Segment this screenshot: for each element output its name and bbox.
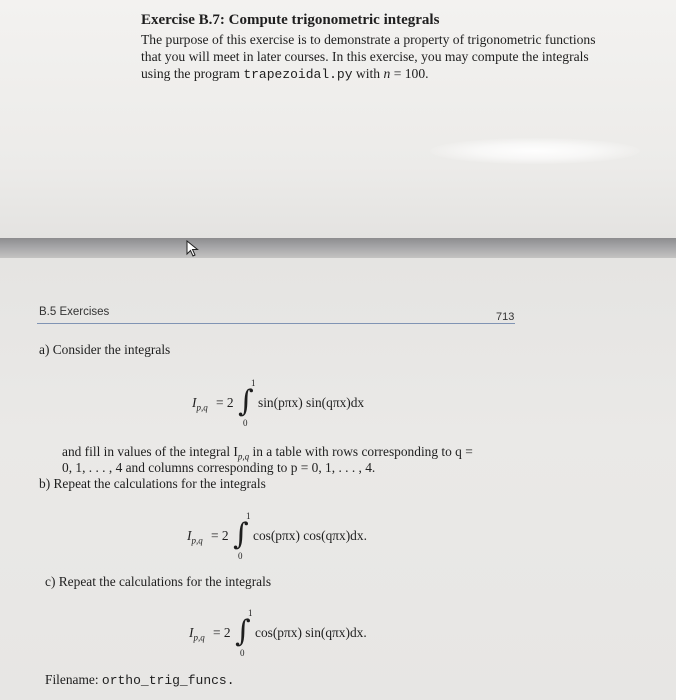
integral-sign: ∫ <box>235 614 251 649</box>
section-header: B.5 Exercises <box>39 306 110 318</box>
part-c-label: c) Repeat the calculations for the integrals <box>45 574 272 589</box>
formula-b: $I_{p,q}$ = 2 ∫ 1 0 cos(pπx) cos(qπx)dx. <box>187 511 367 561</box>
page-number: 713 <box>496 311 515 323</box>
integrand-c: cos(pπx) sin(qπx)dx. <box>255 625 367 640</box>
part-a-text-2: 0, 1, . . . , 4 and columns corresponding to p = 0, 1, . . . , 4. <box>62 460 376 475</box>
formula-a: $I_{p,q}$ = 2 ∫ 1 0 sin(pπx) sin(qπx)dx <box>192 378 365 428</box>
mouse-cursor-icon <box>186 240 200 258</box>
exercise-line-3: using the program trapezoidal.py with n = 100. <box>141 66 429 82</box>
exercise-line-2: that you will meet in later courses. In this exercise, you may compute the integrals <box>141 49 589 64</box>
integral-sign: ∫ <box>233 517 249 552</box>
formula-c: $I_{p,q}$ = 2 ∫ 1 0 cos(pπx) sin(qπx)dx. <box>189 608 367 658</box>
exercise-title: Exercise B.7: Compute trigonometric integrals <box>141 12 440 28</box>
integrand-a: sin(pπx) sin(qπx)dx <box>258 395 365 410</box>
integral-sign: ∫ <box>238 384 254 419</box>
part-a-text-1: and fill in values of the integral $I_{p,q}$ in a table with rows corresponding to q = <box>62 444 473 462</box>
header-rule <box>37 323 515 324</box>
part-b-label: b) Repeat the calculations for the integrals <box>39 476 266 491</box>
exercise-description <box>141 31 641 83</box>
filename-line: Filename: ortho_trig_funcs. <box>45 672 235 688</box>
program-name: trapezoidal.py <box>243 67 353 82</box>
light-glare <box>430 138 640 164</box>
exercise-line-1: The purpose of this exercise is to demonstrate a property of trigonometric functions <box>141 32 596 47</box>
filename-value: ortho_trig_funcs. <box>101 673 235 688</box>
integrand-b: cos(pπx) cos(qπx)dx. <box>253 528 367 543</box>
part-a-label: a) Consider the integrals <box>39 342 171 357</box>
page-divider-strip <box>0 238 676 258</box>
